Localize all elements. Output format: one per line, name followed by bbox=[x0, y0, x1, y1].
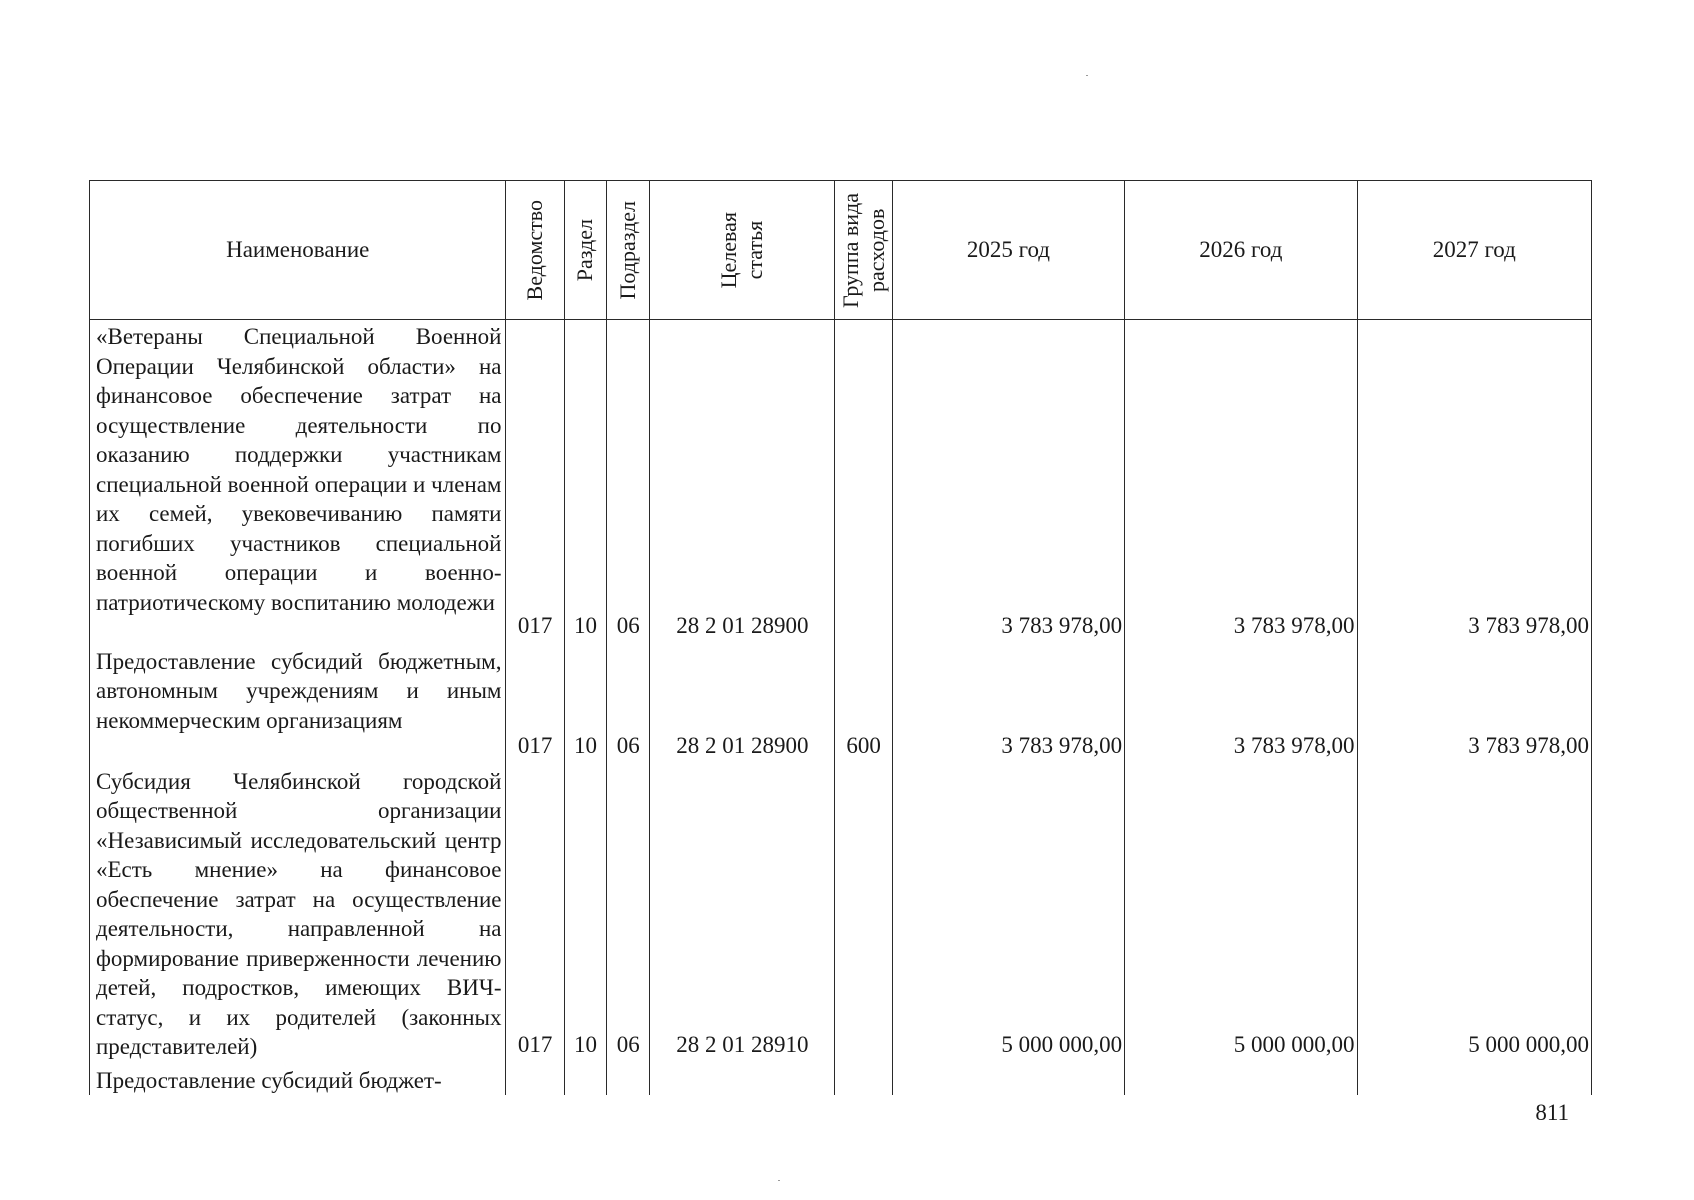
header-celevaya-statya: Целевая статья bbox=[650, 181, 835, 320]
row-gruppa bbox=[835, 765, 892, 1064]
row-razdel: 10 bbox=[564, 765, 606, 1064]
row-amount-2026: 3 783 978,00 bbox=[1125, 645, 1357, 765]
scan-speck bbox=[778, 1180, 780, 1181]
row-vedomstvo bbox=[506, 1064, 564, 1096]
row-gruppa bbox=[835, 320, 892, 645]
row-name: «Ветераны Специальной Военной Операции Челябинской области» на финансовое обеспечение затрат на осуществление деятельности по оказанию поддержки участникам специальной военной операции и членам их семей, увековечиванию памяти погибших участников специальной военной операции и военно-патриотическому воспитанию молодежи bbox=[90, 320, 506, 645]
budget-table bbox=[89, 180, 1592, 1095]
row-amount-2027: 3 783 978,00 bbox=[1357, 320, 1591, 645]
row-amount-2025: 5 000 000,00 bbox=[892, 765, 1124, 1064]
header-podrazdel: Подраздел bbox=[607, 181, 650, 320]
table-row bbox=[90, 1064, 1592, 1096]
header-2026: 2026 год bbox=[1125, 181, 1357, 320]
table-row bbox=[90, 645, 1592, 765]
row-celevaya-statya: 28 2 01 28900 bbox=[650, 320, 835, 645]
row-vedomstvo: 017 bbox=[506, 320, 564, 645]
row-name: Субсидия Челябинской городской общественной организации «Независимый исследовательский центр «Есть мнение» на финансовое обеспечение затрат на осуществление деятельности, направленной на формирование приверженности лечению детей, подростков, имеющих ВИЧ-статус, и их родителей (законных представителей) bbox=[90, 765, 506, 1064]
row-amount-2027: 5 000 000,00 bbox=[1357, 765, 1591, 1064]
table-header-row bbox=[90, 181, 1592, 320]
row-podrazdel bbox=[607, 1064, 650, 1096]
row-amount-2026: 5 000 000,00 bbox=[1125, 765, 1357, 1064]
row-vedomstvo: 017 bbox=[506, 645, 564, 765]
header-2025: 2025 год bbox=[892, 181, 1124, 320]
row-name: Предоставление субсидий бюджет- bbox=[90, 1064, 506, 1096]
row-celevaya-statya bbox=[650, 1064, 835, 1096]
row-gruppa: 600 bbox=[835, 645, 892, 765]
row-amount-2026 bbox=[1125, 1064, 1357, 1096]
row-amount-2026: 3 783 978,00 bbox=[1125, 320, 1357, 645]
row-podrazdel: 06 bbox=[607, 765, 650, 1064]
table-row bbox=[90, 765, 1592, 1064]
row-razdel bbox=[564, 1064, 606, 1096]
row-amount-2025: 3 783 978,00 bbox=[892, 645, 1124, 765]
row-vedomstvo: 017 bbox=[506, 765, 564, 1064]
row-celevaya-statya: 28 2 01 28900 bbox=[650, 645, 835, 765]
header-gruppa-vida-rashodov: Группа вида расходов bbox=[835, 181, 892, 320]
table-row bbox=[90, 320, 1592, 645]
row-podrazdel: 06 bbox=[607, 320, 650, 645]
row-name: Предоставление субсидий бюджетным, автономным учреждениям и иным некоммерческим организациям bbox=[90, 645, 506, 765]
row-razdel: 10 bbox=[564, 320, 606, 645]
header-name: Наименование bbox=[90, 181, 506, 320]
scan-speck bbox=[1086, 75, 1088, 76]
header-2027: 2027 год bbox=[1357, 181, 1591, 320]
header-vedomstvo: Ведомство bbox=[506, 181, 564, 320]
header-razdel: Раздел bbox=[564, 181, 606, 320]
row-celevaya-statya: 28 2 01 28910 bbox=[650, 765, 835, 1064]
row-podrazdel: 06 bbox=[607, 645, 650, 765]
page-number: 811 bbox=[1535, 1100, 1569, 1125]
row-amount-2027: 3 783 978,00 bbox=[1357, 645, 1591, 765]
row-gruppa bbox=[835, 1064, 892, 1096]
row-amount-2027 bbox=[1357, 1064, 1591, 1096]
row-amount-2025 bbox=[892, 1064, 1124, 1096]
row-amount-2025: 3 783 978,00 bbox=[892, 320, 1124, 645]
row-razdel: 10 bbox=[564, 645, 606, 765]
